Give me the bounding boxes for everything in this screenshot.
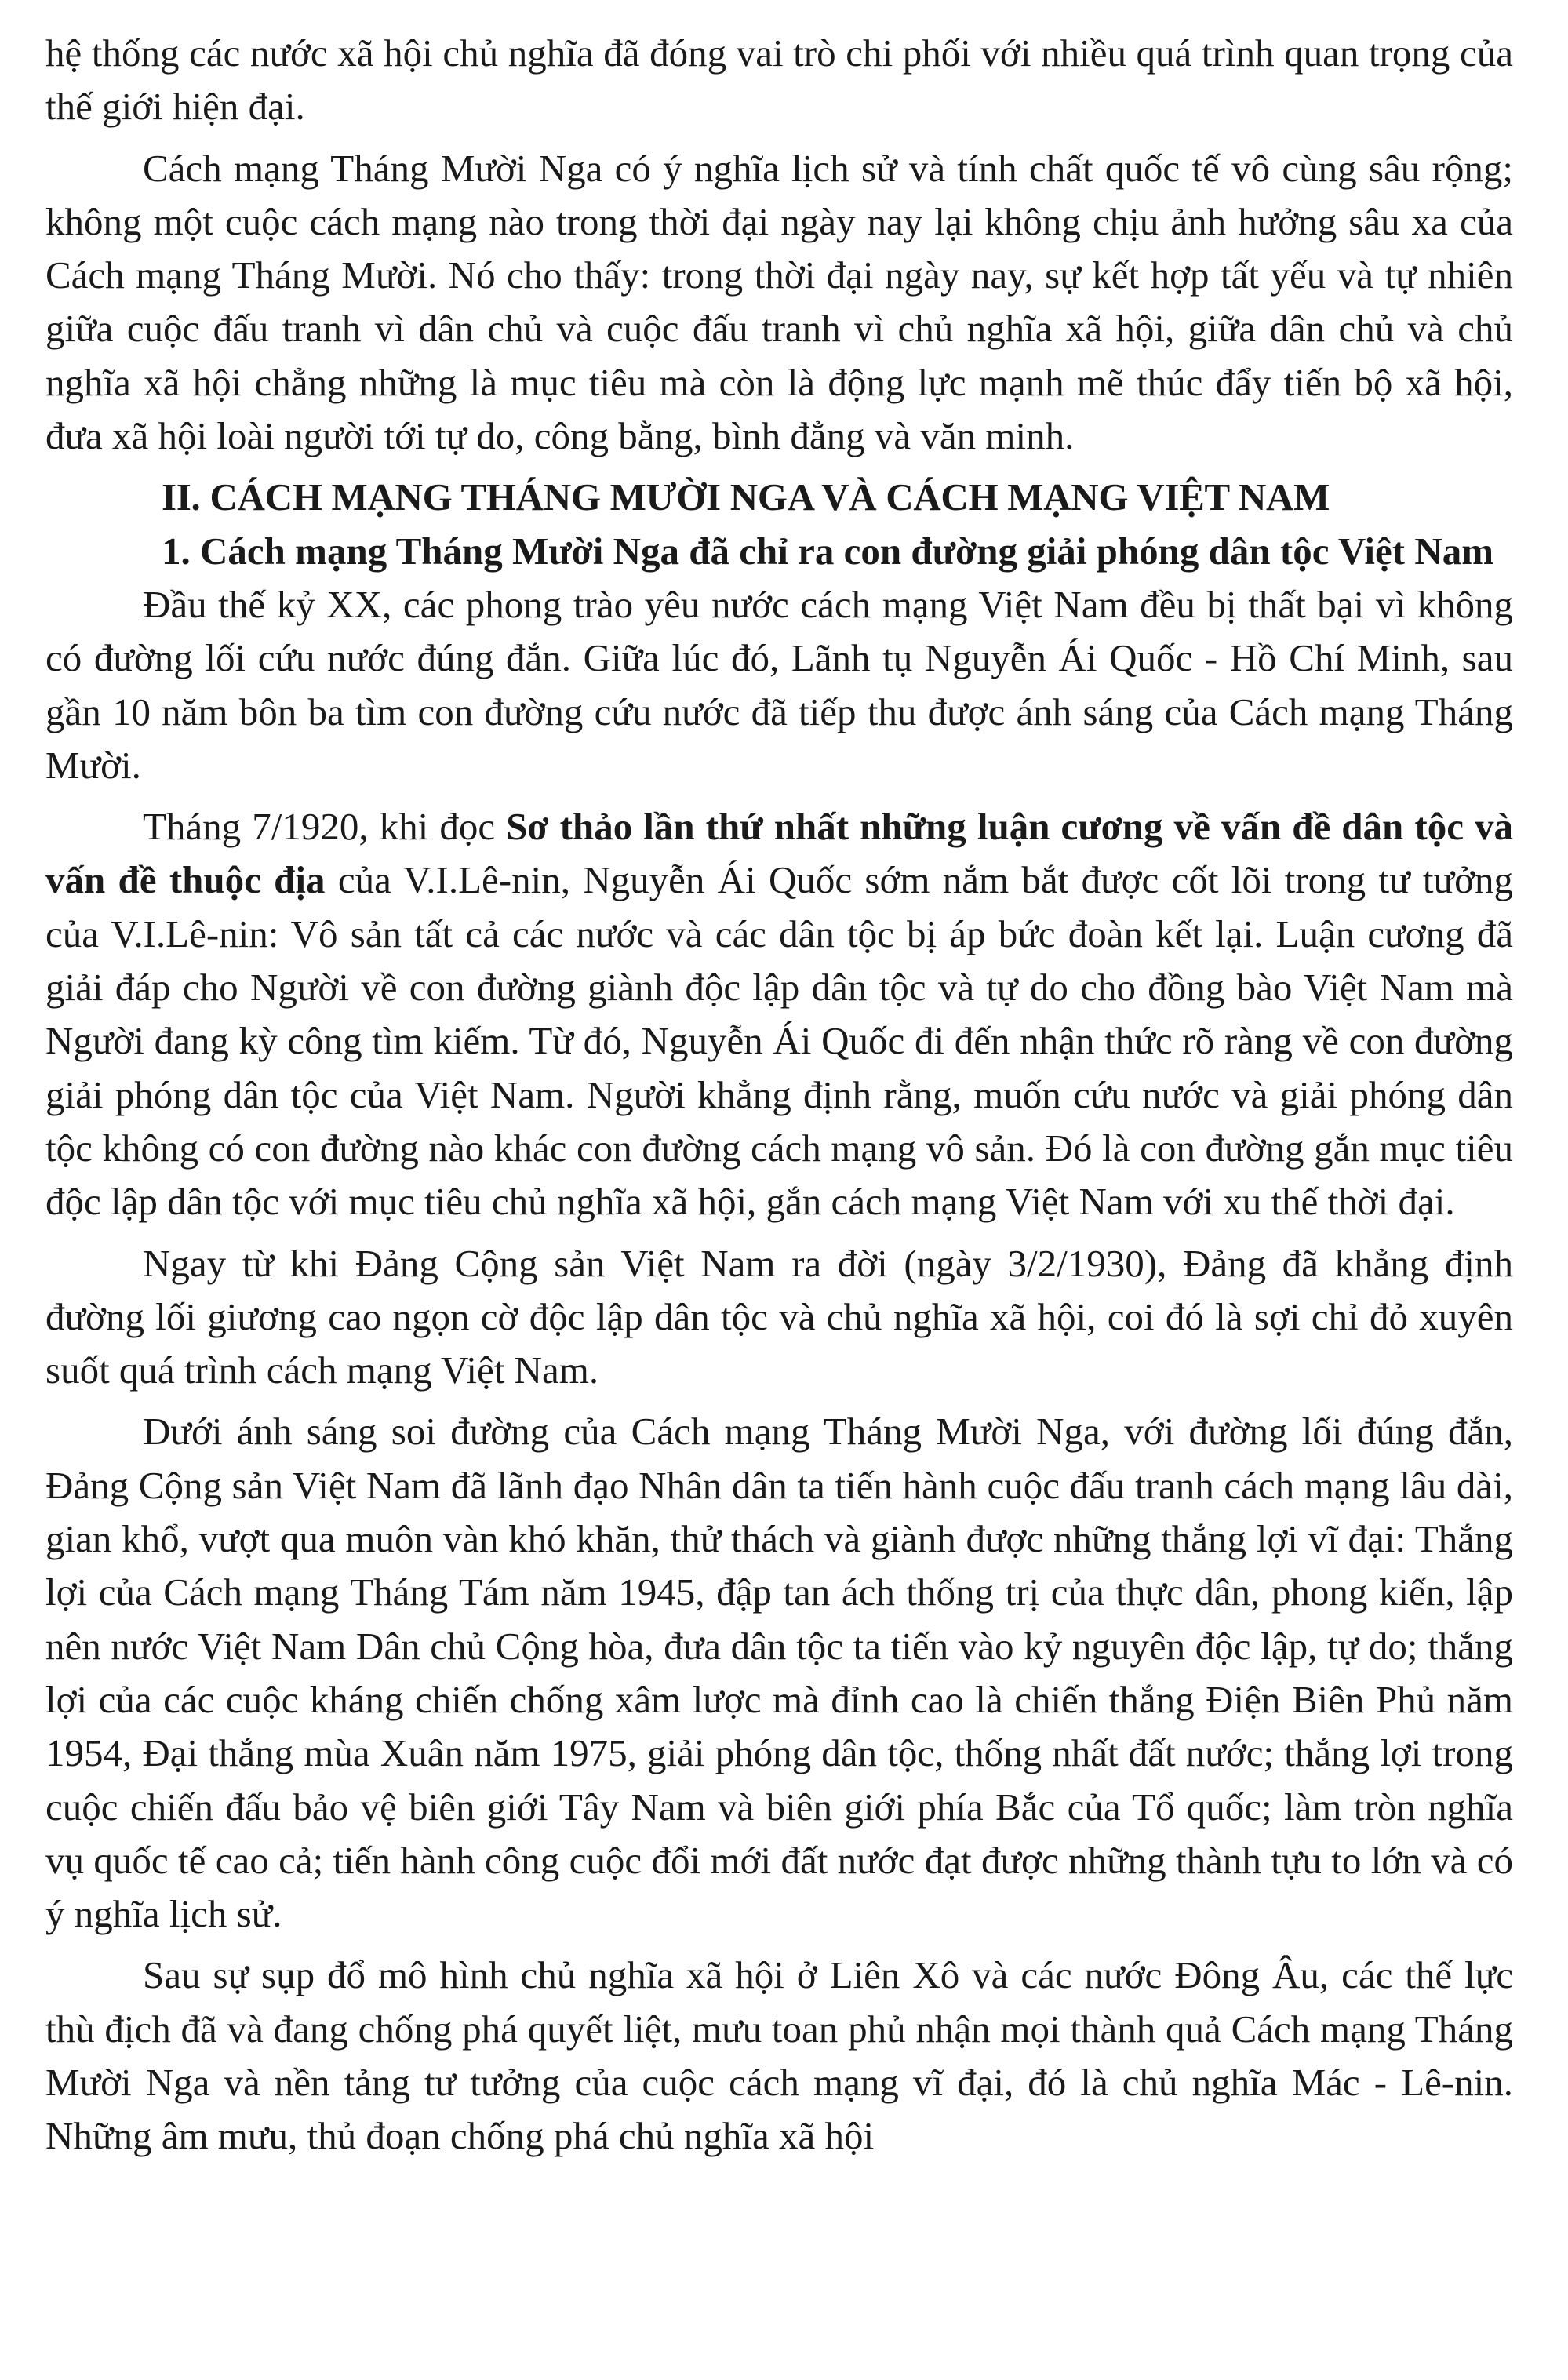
- paragraph-july-1920: [45, 800, 1513, 1228]
- paragraph-july-1920-rest: của V.I.Lê-nin, Nguyễn Ái Quốc sớm nắm bắt được cốt lõi trong tư tưởng của V.I.Lê-nin: Vô sản tất cả các nước và các dân tộc bị áp bức đoàn kết lại. Luận cương đã giải đáp cho Người về con đường giành độc lập dân tộc và tự do cho đồng bào Việt Nam mà Người đang kỳ công tìm kiếm. Từ đó, Nguyễn Ái Quốc đi đến nhận thức rõ ràng về con đường giải phóng dân tộc của Việt Nam. Người khẳng định rằng, muốn cứu nước và giải phóng dân tộc không có con đường nào khác con đường cách mạng vô sản. Đó là con đường gắn mục tiêu độc lập dân tộc với mục tiêu chủ nghĩa xã hội, gắn cách mạng Việt Nam với xu thế thời đại.: [45, 858, 1513, 1224]
- paragraph-continued: hệ thống các nước xã hội chủ nghĩa đã đóng vai trò chi phối với nhiều quá trình quan trọng của thế giới hiện đại.: [45, 31, 1513, 129]
- section-heading: II. CÁCH MẠNG THÁNG MƯỜI NGA VÀ CÁCH MẠNG VIỆT NAM: [162, 475, 1330, 519]
- paragraph-party-founding: Ngay từ khi Đảng Cộng sản Việt Nam ra đời (ngày 3/2/1930), Đảng đã khẳng định đường lối giương cao ngọn cờ độc lập dân tộc và chủ nghĩa xã hội, coi đó là sợi chỉ đỏ xuyên suốt quá trình cách mạng Việt Nam.: [45, 1241, 1513, 1392]
- paragraph-july-1920-lead: Tháng 7/1920, khi đọc: [143, 805, 507, 849]
- paragraph-early-20th-century: Đầu thế kỷ XX, các phong trào yêu nước cách mạng Việt Nam đều bị thất bại vì không có đường lối cứu nước đúng đắn. Giữa lúc đó, Lãnh tụ Nguyễn Ái Quốc - Hồ Chí Minh, sau gần 10 năm bôn ba tìm con đường cứu nước đã tiếp thu được ánh sáng của Cách mạng Tháng Mười.: [45, 582, 1513, 787]
- document-title-bold: Sơ thảo lần thứ nhất những luận cương về vấn đề dân tộc và vấn đề thuộc địa: [45, 805, 1514, 902]
- subsection-heading: 1. Cách mạng Tháng Mười Nga đã chỉ ra con đường giải phóng dân tộc Việt Nam: [162, 529, 1494, 573]
- paragraph-october-revolution-significance: Cách mạng Tháng Mười Nga có ý nghĩa lịch sử và tính chất quốc tế vô cùng sâu rộng; không một cuộc cách mạng nào trong thời đại ngày nay lại không chịu ảnh hưởng sâu xa của Cách mạng Tháng Mười. Nó cho thấy: trong thời đại ngày nay, sự kết hợp tất yếu và tự nhiên giữa cuộc đấu tranh vì dân chủ và cuộc đấu tranh vì chủ nghĩa xã hội, giữa dân chủ và chủ nghĩa xã hội chẳng những là mục tiêu mà còn là động lực mạnh mẽ thúc đẩy tiến bộ xã hội, đưa xã hội loài người tới tự do, công bằng, bình đẳng và văn minh.: [45, 146, 1513, 458]
- paragraph-victories: Dưới ánh sáng soi đường của Cách mạng Tháng Mười Nga, với đường lối đúng đắn, Đảng Cộng sản Việt Nam đã lãnh đạo Nhân dân ta tiến hành cuộc đấu tranh cách mạng lâu dài, gian khổ, vượt qua muôn vàn khó khăn, thử thách và giành được những thắng lợi vĩ đại: Thắng lợi của Cách mạng Tháng Tám năm 1945, đập tan ách thống trị của thực dân, phong kiến, lập nên nước Việt Nam Dân chủ Cộng hòa, đưa dân tộc ta tiến vào kỷ nguyên độc lập, tự do; thắng lợi của các cuộc kháng chiến chống xâm lược mà đỉnh cao là chiến thắng Điện Biên Phủ năm 1954, Đại thắng mùa Xuân năm 1975, giải phóng dân tộc, thống nhất đất nước; thắng lợi trong cuộc chiến đấu bảo vệ biên giới Tây Nam và biên giới phía Bắc của Tổ quốc; làm tròn nghĩa vụ quốc tế cao cả; tiến hành công cuộc đổi mới đất nước đạt được những thành tựu to lớn và có ý nghĩa lịch sử.: [45, 1410, 1513, 1936]
- paragraph-after-collapse: Sau sự sụp đổ mô hình chủ nghĩa xã hội ở Liên Xô và các nước Đông Âu, các thế lực thù địch đã và đang chống phá quyết liệt, mưu toan phủ nhận mọi thành quả Cách mạng Tháng Mười Nga và nền tảng tư tưởng của cuộc cách mạng vĩ đại, đó là chủ nghĩa Mác - Lê-nin. Những âm mưu, thủ đoạn chống phá chủ nghĩa xã hội: [45, 1953, 1513, 2158]
